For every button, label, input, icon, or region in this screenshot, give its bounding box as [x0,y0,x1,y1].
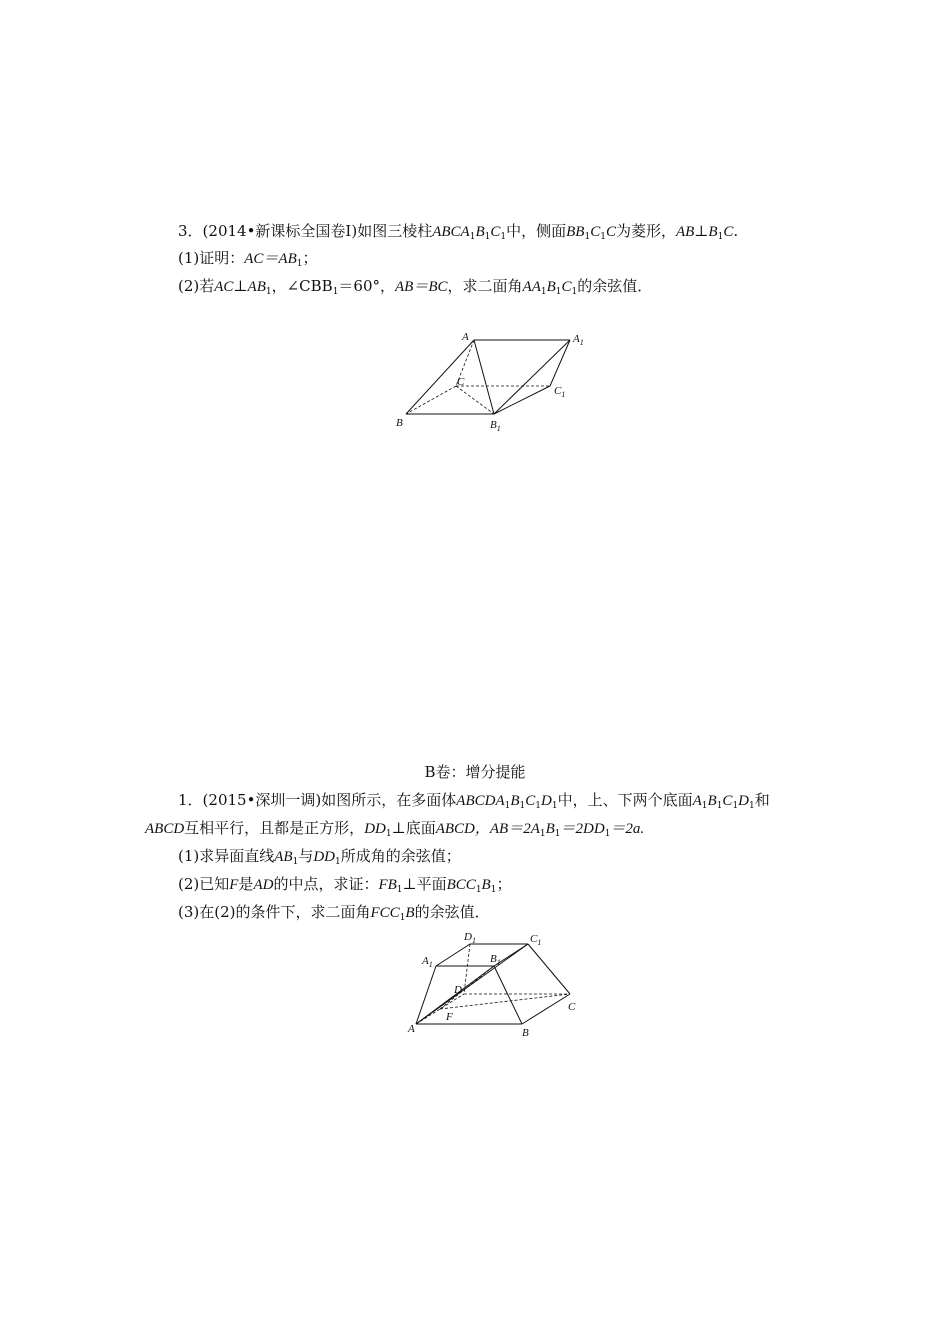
label-c: C [457,376,465,388]
problem-b1-part2: (2)已知F是AD的中点，求证：$FB_1\perp$平面$BCC_1B_1$； [178,875,512,895]
edge-c1-c [528,944,570,994]
problem-b1-part3: (3)在(2)的条件下，求二面角$FCC_1B$的余弦值． [178,903,490,923]
edge-a1-d1 [436,944,470,966]
section-b-title: B卷：增分提能 [424,763,526,781]
label-a: A [462,331,469,343]
edge-a-b1 [474,340,494,414]
problem-a3-stem: 3．(2014•新课标全国卷Ⅰ)如图三棱柱$ABCA_1B_1C_1$中，侧面$BB_1C_1C$为菱形，$AB\perp B_1C$. [178,222,739,242]
label-c1: $C_1$ [554,385,566,399]
edge-c-b [406,386,456,414]
polyhedron-figure [400,930,590,1040]
label-c1: $C_1$ [530,933,542,947]
problem-b1-stem-line2: ABCD互相平行，且都是正方形，$DD_1\perp$底面ABCD，$AB=2A_1B_1=2DD_1=2a$. [145,819,645,839]
edge-c1-b1 [494,386,550,414]
edge-a-a1 [416,966,436,1024]
prism-figure [390,330,600,440]
edge-b-c [522,994,570,1024]
edge-c-b1 [456,386,494,414]
label-b1: $B_1$ [490,953,501,967]
edge-b1-b [494,966,522,1024]
problem-a3-part2: (2)若$AC\perp AB_1$，$\angle CBB_1=60^\circ$，AB＝BC，求二面角$AA_1B_1C_1$的余弦值． [178,277,653,297]
label-c: C [568,1001,576,1013]
label-a1: $A_1$ [573,333,584,347]
edge-a1-c1 [550,340,570,386]
label-b: B [522,1027,529,1039]
edge-a1-b1 [494,340,570,414]
label-d1: $D_1$ [464,931,476,945]
label-a: A [408,1023,415,1035]
label-f: F [446,1011,453,1023]
problem-a3-part1: (1)证明：$AC=AB_1$； [178,249,318,269]
label-b1: $B_1$ [490,419,501,433]
problem-b1-stem-line1: 1．(2015•深圳一调)如图所示，在多面体$ABCDA_1B_1C_1D_1$中，上、下两个底面$A_1B_1C_1D_1$和 [178,791,770,811]
label-d: D [454,984,462,996]
label-b: B [396,417,403,429]
label-a1: $A_1$ [422,955,433,969]
problem-b1-part1: (1)求异面直线$AB_1$与$DD_1$所成角的余弦值； [178,847,461,867]
